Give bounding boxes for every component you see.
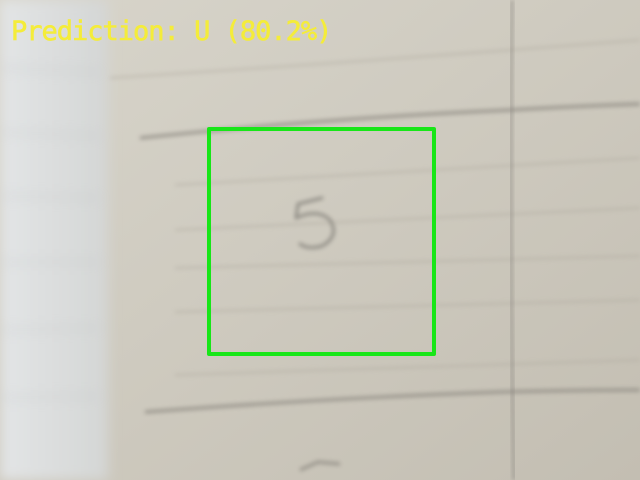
detection-box [207, 127, 436, 356]
prediction-label: Prediction: U (80.2%) [11, 16, 332, 47]
